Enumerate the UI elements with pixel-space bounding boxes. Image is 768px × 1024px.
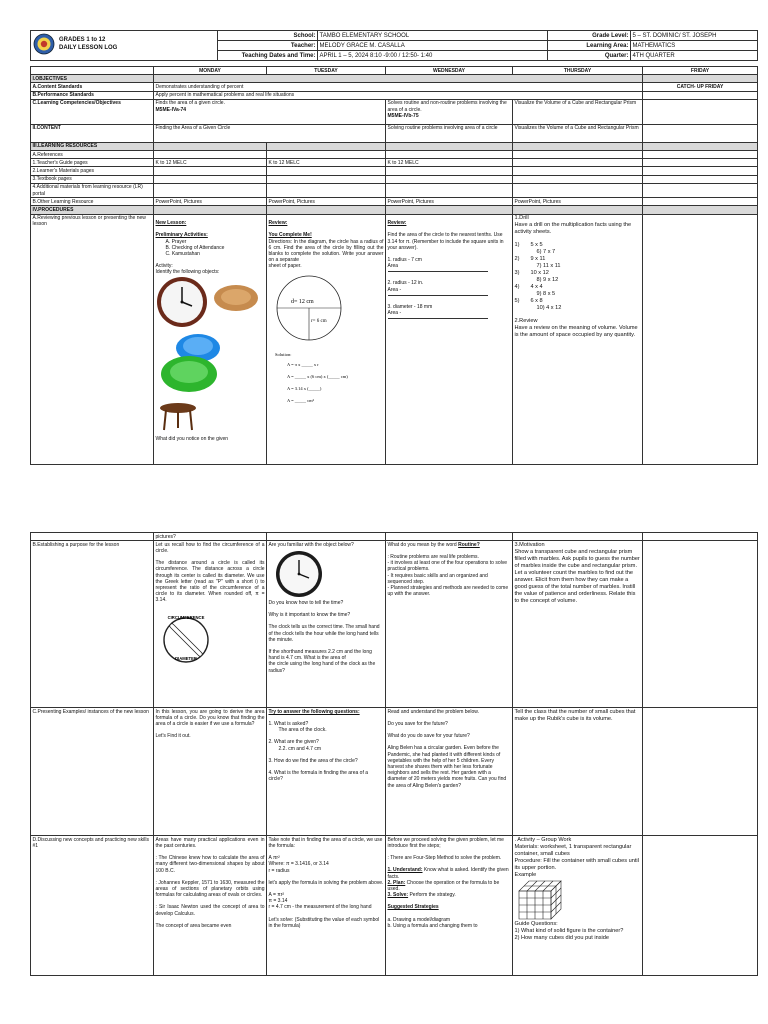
resources-heading: III.LEARNING RESOURCES <box>31 142 154 150</box>
drill-item: 10) 4 x 12 <box>536 305 562 312</box>
page-break <box>0 488 768 532</box>
learning-area-label: Learning Area: <box>548 41 631 51</box>
complete-me-directions: Directions: In the diagram, the circle has a radius of 6 cm. Find the area of the circle by filling out the blanks to complete the solution. Write your answer on a separate <box>268 238 384 264</box>
other-thursday: PowerPoint, Pictures <box>513 198 643 206</box>
quarter-value: 4TH QUARTER <box>631 51 758 61</box>
reviewing-label: A.Reviewing previous lesson or presenting the new lesson <box>31 214 154 464</box>
thursday-review-cell <box>513 214 643 464</box>
tuesday-review-cell <box>267 214 386 464</box>
thursday-presenting-cell: Tell the class that the number of small cubes that make up the Rubik's cube is its volume. <box>513 708 643 836</box>
answer-line <box>388 318 488 319</box>
circumference-word: CIRCUMFERENCE <box>167 614 204 620</box>
diameter-word: DIAMETER <box>174 655 197 661</box>
notice-question: What did you notice on the given <box>155 435 229 442</box>
review-title-thursday: 2.Review <box>514 318 538 325</box>
lesson-log-table-continued <box>30 532 758 976</box>
drill-item: 8) 9 x 12 <box>536 277 559 284</box>
solution-line: A = _____ x (6 cm) x (_____ cm) <box>286 373 348 379</box>
content-thursday: Visualizes the Volume of a Cube and Rectangular Prism <box>513 124 643 142</box>
deped-seal-icon <box>33 33 55 55</box>
learners-materials-label: 2.Learner's Materials pages <box>31 167 154 175</box>
objects-pictures <box>156 276 264 436</box>
drill-item: 7) 11 x 11 <box>536 263 561 270</box>
review-q1: 1. radius - 7 cm <box>387 256 422 263</box>
drill-item: 9) 8 x 5 <box>536 291 556 298</box>
content-standards-text: Demonstrates understanding of percent <box>154 83 643 91</box>
competencies-wednesday: Solves routine and non-routine problems involving the area of a circle. M5ME-IVb-75 <box>386 99 513 124</box>
references-label: A.References <box>31 151 154 159</box>
tuesday-presenting-cell: Try to answer the following questions: 1. What is asked? The area of the clock. 2. What are the given? 2.2. cm and 4.7 cm 3. How do we find the area of the circle? 4. What is the formula in finding the area of a circle? <box>267 708 386 836</box>
solution-line: A = _____ cm² <box>286 397 314 403</box>
lesson-log-page-2 <box>30 532 757 976</box>
drill-item: 3) 10 x 12 <box>514 270 549 277</box>
solution-line: A = 3.14 x (_____) <box>286 385 321 391</box>
circumference-diagram <box>156 610 226 666</box>
tg-monday: K to 12 MELC <box>154 159 267 167</box>
drill-list <box>515 242 641 312</box>
competency-code-wednesday: M5ME-IVb-75 <box>387 112 419 119</box>
presenting-examples-label: C.Presenting Examples/ instances of the new lesson <box>31 708 154 836</box>
grade-level-label: Grade Level: <box>548 31 631 41</box>
monday-discussing-cell: Areas have many practical applications even in the past centuries. : The Chinese knew how to calculate the area of many different two-dimensional shapes by about 100 B.C. : Johannes Keppler, 1571 to 1630, measured the areas of sections of planetary orbits using formulas for calculating areas of ovals or circles. : Sir Isaac Newton used the concept of area to develop Calculus. The concept of area became even <box>154 836 267 976</box>
content-wednesday: Solving routine problems involving area of a circle <box>386 124 513 142</box>
performance-standards-label: B.Performance Standards <box>31 91 154 99</box>
review-intro: Find the area of the circle to the nearest tenths. Use 3.14 for π. (Remember to include the square units in your answer). <box>387 232 504 251</box>
header-logo-cell <box>31 31 218 61</box>
prelim-title: Preliminary Activities: <box>155 232 208 239</box>
routine-word: Routine? <box>458 541 480 548</box>
performance-standards-text: Apply percent in mathematical problems and real life situations <box>154 91 643 99</box>
answer-line <box>388 295 488 296</box>
wednesday-review-cell: Review: Find the area of the circle to the nearest tenths. Use 3.14 for π. (Remember to include the square units in your answer). 1. radius - 7 cm Area 2. radius - 12 in. Area - 3. diameter - 18 mm Area - <box>386 214 513 464</box>
grades-label: GRADES 1 to 12 <box>59 37 106 43</box>
header-block <box>30 30 757 61</box>
solution-line: A = π x _____ x r <box>286 361 319 367</box>
review-q2: 2. radius - 12 in. <box>387 280 424 287</box>
objectives-heading: I.OBJECTIVES <box>31 75 154 83</box>
wednesday-presenting-cell: Read and understand the problem below. Do you save for the future? What do you do save for your future? Aling Belen has a circular garden. Even before the Pandemic, she had planted it with different kinds of vegetables with the help of her 5 children. Every harvest she shares them with her less fortunate neighbors and sells the rest. Her garden with a diameter of 20 meters yields more fruits. Can you find the area of Aling Belen's garden? <box>386 708 513 836</box>
drill-text: Have a drill on the multiplication facts using the activity sheets. <box>514 222 632 236</box>
lesson-log-page-1 <box>30 66 757 465</box>
content-label: II.CONTENT <box>31 124 154 142</box>
motivation-text: Show a transparent cube and rectangular prism filled with marbles. Ask pupils to guess the number of marbles inside the cube and rectangular prism. Let a volunteer count the marbles to find out the answer. Elicit from them how they can make a good guess of the total number of marbles. Instill the value of patience and orderliness. Relate this to the concept of volume. <box>514 548 640 604</box>
identify-label: Identify the following objects: <box>155 269 220 276</box>
clock-icon <box>269 548 329 600</box>
dates-value: APRIL 1 – 5, 2024 8:10 -9:00 / 12:50- 1:40 <box>318 51 548 61</box>
competencies-label: C.Learning Competencies/Objectives <box>31 99 154 124</box>
thursday-discussing-cell: . Activity – Group Work Materials: worksheet, 1 transparent rectangular container, small cubes Procedure: Fill the container with small cubes until its upper portion. Example Guide Questions: 1) What kind of solid figure is the container? 2) How many cubes did you put inside <box>513 836 643 976</box>
round-table-icon <box>160 403 196 430</box>
log-type-label: DAILY LESSON LOG <box>59 45 118 51</box>
discussing-label: D.Discussing new concepts and practicing new skills #1 <box>31 836 154 976</box>
catch-up-friday-label: CATCH- UP FRIDAY <box>643 83 758 91</box>
prelim-item: A. Prayer <box>165 238 187 245</box>
activity-label: Activity: <box>155 263 173 270</box>
tg-tuesday: K to 12 MELC <box>267 159 386 167</box>
tuesday-purpose-cell: Are you familiar with the object below? Do you know how to tell the time? Why is it important to know the time? The clock tells us the correct time. The small hand of the clock tells the hour while the long hand tells the minute. If the shorthand measures 2.2 cm and the long hand is 4.7 cm. What is the area of the circle using the long hand of the clock as the radius? <box>267 541 386 708</box>
wall-clock-icon <box>157 277 207 327</box>
school-value: TAMBO ELEMENTARY SCHOOL <box>318 31 548 41</box>
drill-item: 2) 9 x 11 <box>514 256 546 263</box>
plates-icon <box>161 334 220 392</box>
other-wednesday: PowerPoint, Pictures <box>386 198 513 206</box>
complete-me-title: You Complete Me! <box>268 232 312 239</box>
answer-line <box>388 271 488 272</box>
cube-grid-icon <box>515 879 567 921</box>
monday-purpose-cell: Let us recall how to find the circumference of a circle. The distance around a circle is called its circumference. The distance across a circle through its center is called its diameter. We use the Greek letter (read as "P" with a short i) to represent the ratio of the circumference of a circle to its diameter. When rounded off, π = 3.14. CIRCUMFERENCE DIAMETER <box>154 541 267 708</box>
monday-presenting-cell: In this lesson, you are going to derive the area formula of a circle. Do you know that finding the area of a circle is easier if we use a formula? Let's Find it out. <box>154 708 267 836</box>
thursday-purpose-cell <box>513 541 643 708</box>
day-header-tuesday: TUESDAY <box>267 67 386 75</box>
tuesday-discussing-cell: Take note that in finding the area of a circle, we use the formula: A πr² Where: π = 3.1416, or 3.14 r = radius let's apply the formula in solving the problem above. A = πr² π = 3.14 r = 4.7 cm - the measurement of the long hand Let's solve: (Substituting the value of each symbol in the formula) <box>267 836 386 976</box>
wooden-plate-icon <box>214 285 258 311</box>
solution-blanks <box>269 348 377 408</box>
drill-item: 6) 7 x 7 <box>536 249 556 256</box>
competencies-monday: Finds the area of a given circle. M5ME-IVa-74 <box>154 99 386 124</box>
corner-cell <box>31 67 154 75</box>
review-text-thursday: Have a review on the meaning of volume. Volume is the amount of space occupied by any quantity. <box>514 325 638 339</box>
header-table <box>30 30 758 61</box>
prelim-item: C. Kamustahan <box>165 250 200 257</box>
content-standards-label: A.Content Standards <box>31 83 154 91</box>
drill-title: 1.Drill <box>514 215 529 222</box>
review-title-tuesday: Review: <box>268 220 288 227</box>
teacher-label: Teacher: <box>218 41 318 51</box>
other-resource-label: B.Other Learning Resource <box>31 198 154 206</box>
other-tuesday: PowerPoint, Pictures <box>267 198 386 206</box>
day-header-monday: MONDAY <box>154 67 267 75</box>
quarter-label: Quarter: <box>548 51 631 61</box>
solution-label: Solution: <box>274 351 292 357</box>
wednesday-purpose-cell: What do you mean by the word Routine? : Routine problems are real life problems. - it involves at least one of the four operations to solve practical problems. - It requires basic skills and an organized and sequenced step. - Planned strategies and methods are needed to come up with the answer. <box>386 541 513 708</box>
lesson-log-table <box>30 66 758 465</box>
day-header-friday: FRIDAY <box>643 67 758 75</box>
competencies-thursday: Visualize the Volume of a Cube and Rectangular Prism <box>513 99 643 124</box>
textbook-label: 3.Textbook pages <box>31 175 154 183</box>
grade-level-value: 5 – ST. DOMINIC/ ST. JOSEPH <box>631 31 758 41</box>
school-label: School: <box>218 31 318 41</box>
dates-label: Teaching Dates and Time: <box>218 51 318 61</box>
review-title-wednesday: Review: <box>387 220 407 227</box>
additional-materials-label: 4.Additional materials from learning resource (LR) portal <box>31 183 154 197</box>
diameter-label: d= 12 cm <box>290 298 314 305</box>
wednesday-discussing-cell: Before we proceed solving the given problem, let me introduce first the steps; : There are Four-Step Method to solve the problem. 1. Understand: Know what is asked. Identify the given facts. 2. Plan: Choose the operation or the formula to be used. 3. Solve: Perform the strategy. Suggested Strategies a. Drawing a model/diagram b. Using a formula and changing them to <box>386 836 513 976</box>
day-header-thursday: THURSDAY <box>513 67 643 75</box>
new-lesson-title: New Lesson: <box>155 220 187 227</box>
tg-wednesday: K to 12 MELC <box>386 159 513 167</box>
complete-me-directions-2: sheet of paper. <box>268 263 302 270</box>
learning-area-value: MATHEMATICS <box>631 41 758 51</box>
radius-label: r= 6 cm <box>310 318 327 324</box>
purpose-label: B.Establishing a purpose for the lesson <box>31 541 154 708</box>
teacher-value: MELODY GRACE M. CASALLA <box>318 41 548 51</box>
drill-item: 5) 6 x 8 <box>514 298 543 305</box>
competency-code-monday: M5ME-IVa-74 <box>155 106 187 113</box>
drill-item: 1) 5 x 5 <box>514 242 543 249</box>
day-header-wednesday: WEDNESDAY <box>386 67 513 75</box>
other-monday: PowerPoint, Pictures <box>154 198 267 206</box>
motivation-title: 3.Motivation <box>514 541 545 548</box>
drill-item: 4) 4 x 4 <box>514 284 543 291</box>
content-monday: Finding the Area of a Given Circle <box>154 124 386 142</box>
notice-question-cont: pictures? <box>154 533 267 541</box>
teachers-guide-label: 1.Teacher's Guide pages <box>31 159 154 167</box>
monday-review-cell <box>154 214 267 464</box>
review-q3: 3. diameter - 18 mm <box>387 303 433 310</box>
circle-diagram <box>269 270 377 348</box>
procedures-heading: IV.PROCEDURES <box>31 206 154 214</box>
prelim-item: B. Checking of Attendance <box>165 244 225 251</box>
